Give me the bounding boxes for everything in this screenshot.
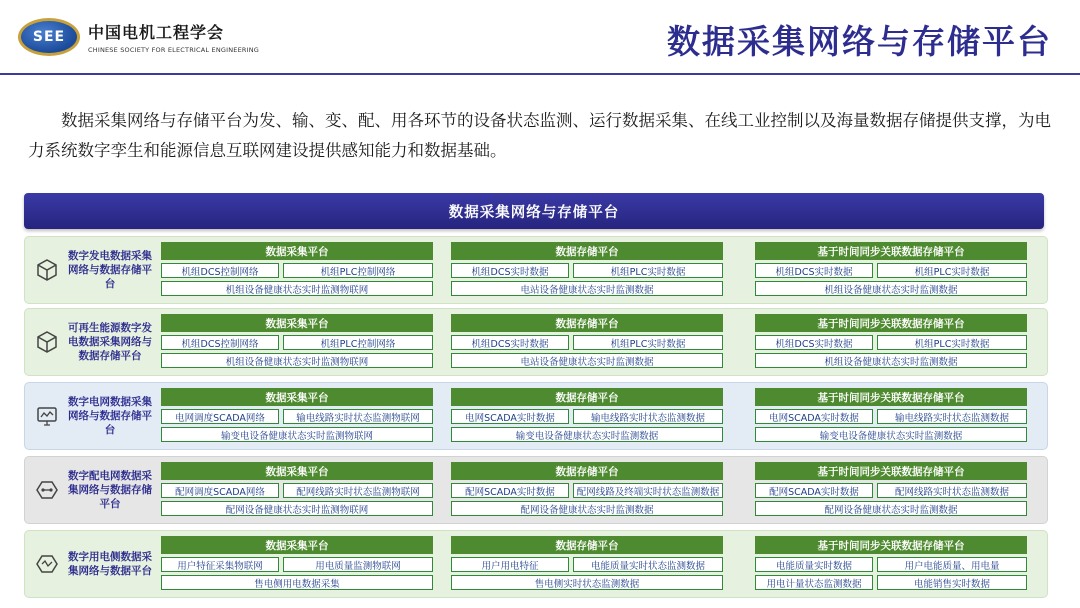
- row-digital-grid: [24, 382, 1048, 450]
- data-cell: 配网线路及终端实时状态监测数据: [573, 483, 723, 498]
- data-cell: 用户用电特征: [451, 557, 569, 572]
- data-cell: 输电线路实时状态监测数据: [573, 409, 723, 424]
- data-cell: 用电质量监测物联网: [283, 557, 433, 572]
- data-cell: 配网设备健康状态实时监测物联网: [161, 501, 433, 516]
- row-digital-generation: [24, 236, 1048, 304]
- data-cell: 用户电能质量、用电量: [877, 557, 1027, 572]
- data-cell: 电站设备健康状态实时监测数据: [451, 281, 723, 296]
- row-renewable-generation: [24, 308, 1048, 376]
- row-label: 数字电网数据采集网络与数据存储平台: [68, 396, 152, 436]
- timesync-panel: 基于时间同步关联数据存储平台 机组DCS实时数据 机组PLC实时数据 机组设备健康状态实时监测数据: [755, 242, 1027, 300]
- collection-panel: 数据采集平台 配网调度SCADA网络 配网线路实时状态监测物联网 配网设备健康状态实时监测物联网: [161, 462, 433, 520]
- data-cell: 售电侧用电数据采集: [161, 575, 433, 590]
- data-cell: 电能质量实时数据: [755, 557, 873, 572]
- data-cell: 售电侧实时状态监测数据: [451, 575, 723, 590]
- data-cell: 配网设备健康状态实时监测数据: [755, 501, 1027, 516]
- data-cell: 机组PLC实时数据: [877, 263, 1027, 278]
- row-label: 数字发电数据采集网络与数据存储平台: [68, 250, 152, 290]
- org-name-en: CHINESE SOCIETY FOR ELECTRICAL ENGINEERING: [88, 46, 260, 54]
- data-cell: 电站设备健康状态实时监测数据: [451, 353, 723, 368]
- row-digital-consumption: [24, 530, 1048, 598]
- network-icon: [33, 476, 61, 504]
- row-label: 数字用电侧数据采集网络与数据平台: [68, 551, 152, 577]
- data-cell: 电网调度SCADA网络: [161, 409, 279, 424]
- data-cell: 机组DCS控制网络: [161, 263, 279, 278]
- row-label: 可再生能源数字发电数据采集网络与数据存储平台: [68, 322, 152, 362]
- data-cell: 机组PLC实时数据: [877, 335, 1027, 350]
- banner-title: 数据采集网络与存储平台: [448, 204, 620, 221]
- data-cell: 机组DCS实时数据: [451, 335, 569, 350]
- collection-panel: 数据采集平台 机组DCS控制网络 机组PLC控制网络 机组设备健康状态实时监测物联网: [161, 242, 433, 300]
- data-cell: 输电线路实时状态监测物联网: [283, 409, 433, 424]
- platform-banner: [24, 193, 1044, 229]
- data-cell: 机组设备健康状态实时监测物联网: [161, 281, 433, 296]
- intro-paragraph: 数据采集网络与存储平台为发、输、变、配、用各环节的设备状态监测、运行数据采集、在线工业控制以及海量数据存储提供支撑，为电力系统数字孪生和能源信息互联网建设提供感知能力和数据基础。: [28, 111, 1051, 160]
- page-title: 数据采集网络与存储平台: [667, 22, 1052, 61]
- data-cell: 电能销售实时数据: [877, 575, 1027, 590]
- data-cell: 电网SCADA实时数据: [451, 409, 569, 424]
- storage-panel: 数据存储平台 配网SCADA实时数据 配网线路及终端实时状态监测数据 配网设备健康状态实时监测数据: [451, 462, 723, 520]
- row-digital-distribution: [24, 456, 1048, 524]
- data-cell: 电能质量实时状态监测数据: [573, 557, 723, 572]
- data-cell: 机组PLC实时数据: [573, 263, 723, 278]
- timesync-panel: 基于时间同步关联数据存储平台 电能质量实时数据 用户电能质量、用电量 用电计量状态监测数据 电能销售实时数据: [755, 536, 1027, 594]
- data-cell: 配网SCADA实时数据: [451, 483, 569, 498]
- data-cell: 输变电设备健康状态实时监测物联网: [161, 427, 433, 442]
- see-logo-icon: SEE: [18, 18, 80, 56]
- data-cell: 机组DCS控制网络: [161, 335, 279, 350]
- data-cell: 配网线路实时状态监测数据: [877, 483, 1027, 498]
- data-cell: 配网SCADA实时数据: [755, 483, 873, 498]
- data-cell: 配网调度SCADA网络: [161, 483, 279, 498]
- collection-panel: 数据采集平台 电网调度SCADA网络 输电线路实时状态监测物联网 输变电设备健康状态实时监测物联网: [161, 388, 433, 446]
- row-label: 数字配电网数据采集网络与数据存储平台: [68, 470, 152, 510]
- header: [0, 0, 1080, 78]
- data-cell: 机组DCS实时数据: [755, 335, 873, 350]
- collection-panel: 数据采集平台 用户特征采集物联网 用电质量监测物联网 售电侧用电数据采集: [161, 536, 433, 594]
- data-cell: 输变电设备健康状态实时监测数据: [451, 427, 723, 442]
- data-cell: 配网设备健康状态实时监测数据: [451, 501, 723, 516]
- cube-icon: [33, 256, 61, 284]
- timesync-panel: 基于时间同步关联数据存储平台 配网SCADA实时数据 配网线路实时状态监测数据 配网设备健康状态实时监测数据: [755, 462, 1027, 520]
- data-cell: 机组DCS实时数据: [755, 263, 873, 278]
- org-name-cn: 中国电机工程学会: [88, 23, 225, 42]
- collection-panel: 数据采集平台 机组DCS控制网络 机组PLC控制网络 机组设备健康状态实时监测物联网: [161, 314, 433, 372]
- data-cell: 输变电设备健康状态实时监测数据: [755, 427, 1027, 442]
- timesync-panel: 基于时间同步关联数据存储平台 电网SCADA实时数据 输电线路实时状态监测数据 输变电设备健康状态实时监测数据: [755, 388, 1027, 446]
- data-cell: 机组PLC实时数据: [573, 335, 723, 350]
- storage-panel: 数据存储平台 机组DCS实时数据 机组PLC实时数据 电站设备健康状态实时监测数据: [451, 314, 723, 372]
- data-cell: 输电线路实时状态监测数据: [877, 409, 1027, 424]
- storage-panel: 数据存储平台 机组DCS实时数据 机组PLC实时数据 电站设备健康状态实时监测数据: [451, 242, 723, 300]
- data-cell: 机组设备健康状态实时监测数据: [755, 353, 1027, 368]
- cube-icon: [33, 328, 61, 356]
- meter-icon: [33, 550, 61, 578]
- storage-panel: 数据存储平台 电网SCADA实时数据 输电线路实时状态监测数据 输变电设备健康状态实时监测数据: [451, 388, 723, 446]
- data-cell: 机组PLC控制网络: [283, 335, 433, 350]
- monitor-icon: [33, 402, 61, 430]
- data-cell: 配网线路实时状态监测物联网: [283, 483, 433, 498]
- timesync-panel: 基于时间同步关联数据存储平台 机组DCS实时数据 机组PLC实时数据 机组设备健康状态实时监测数据: [755, 314, 1027, 372]
- storage-panel: 数据存储平台 用户用电特征 电能质量实时状态监测数据 售电侧实时状态监测数据: [451, 536, 723, 594]
- data-cell: 机组DCS实时数据: [451, 263, 569, 278]
- data-cell: 用户特征采集物联网: [161, 557, 279, 572]
- header-divider: [0, 73, 1080, 75]
- society-logo: [18, 18, 259, 56]
- data-cell: 机组设备健康状态实时监测物联网: [161, 353, 433, 368]
- data-cell: 用电计量状态监测数据: [755, 575, 873, 590]
- data-cell: 机组PLC控制网络: [283, 263, 433, 278]
- data-cell: 电网SCADA实时数据: [755, 409, 873, 424]
- data-cell: 机组设备健康状态实时监测数据: [755, 281, 1027, 296]
